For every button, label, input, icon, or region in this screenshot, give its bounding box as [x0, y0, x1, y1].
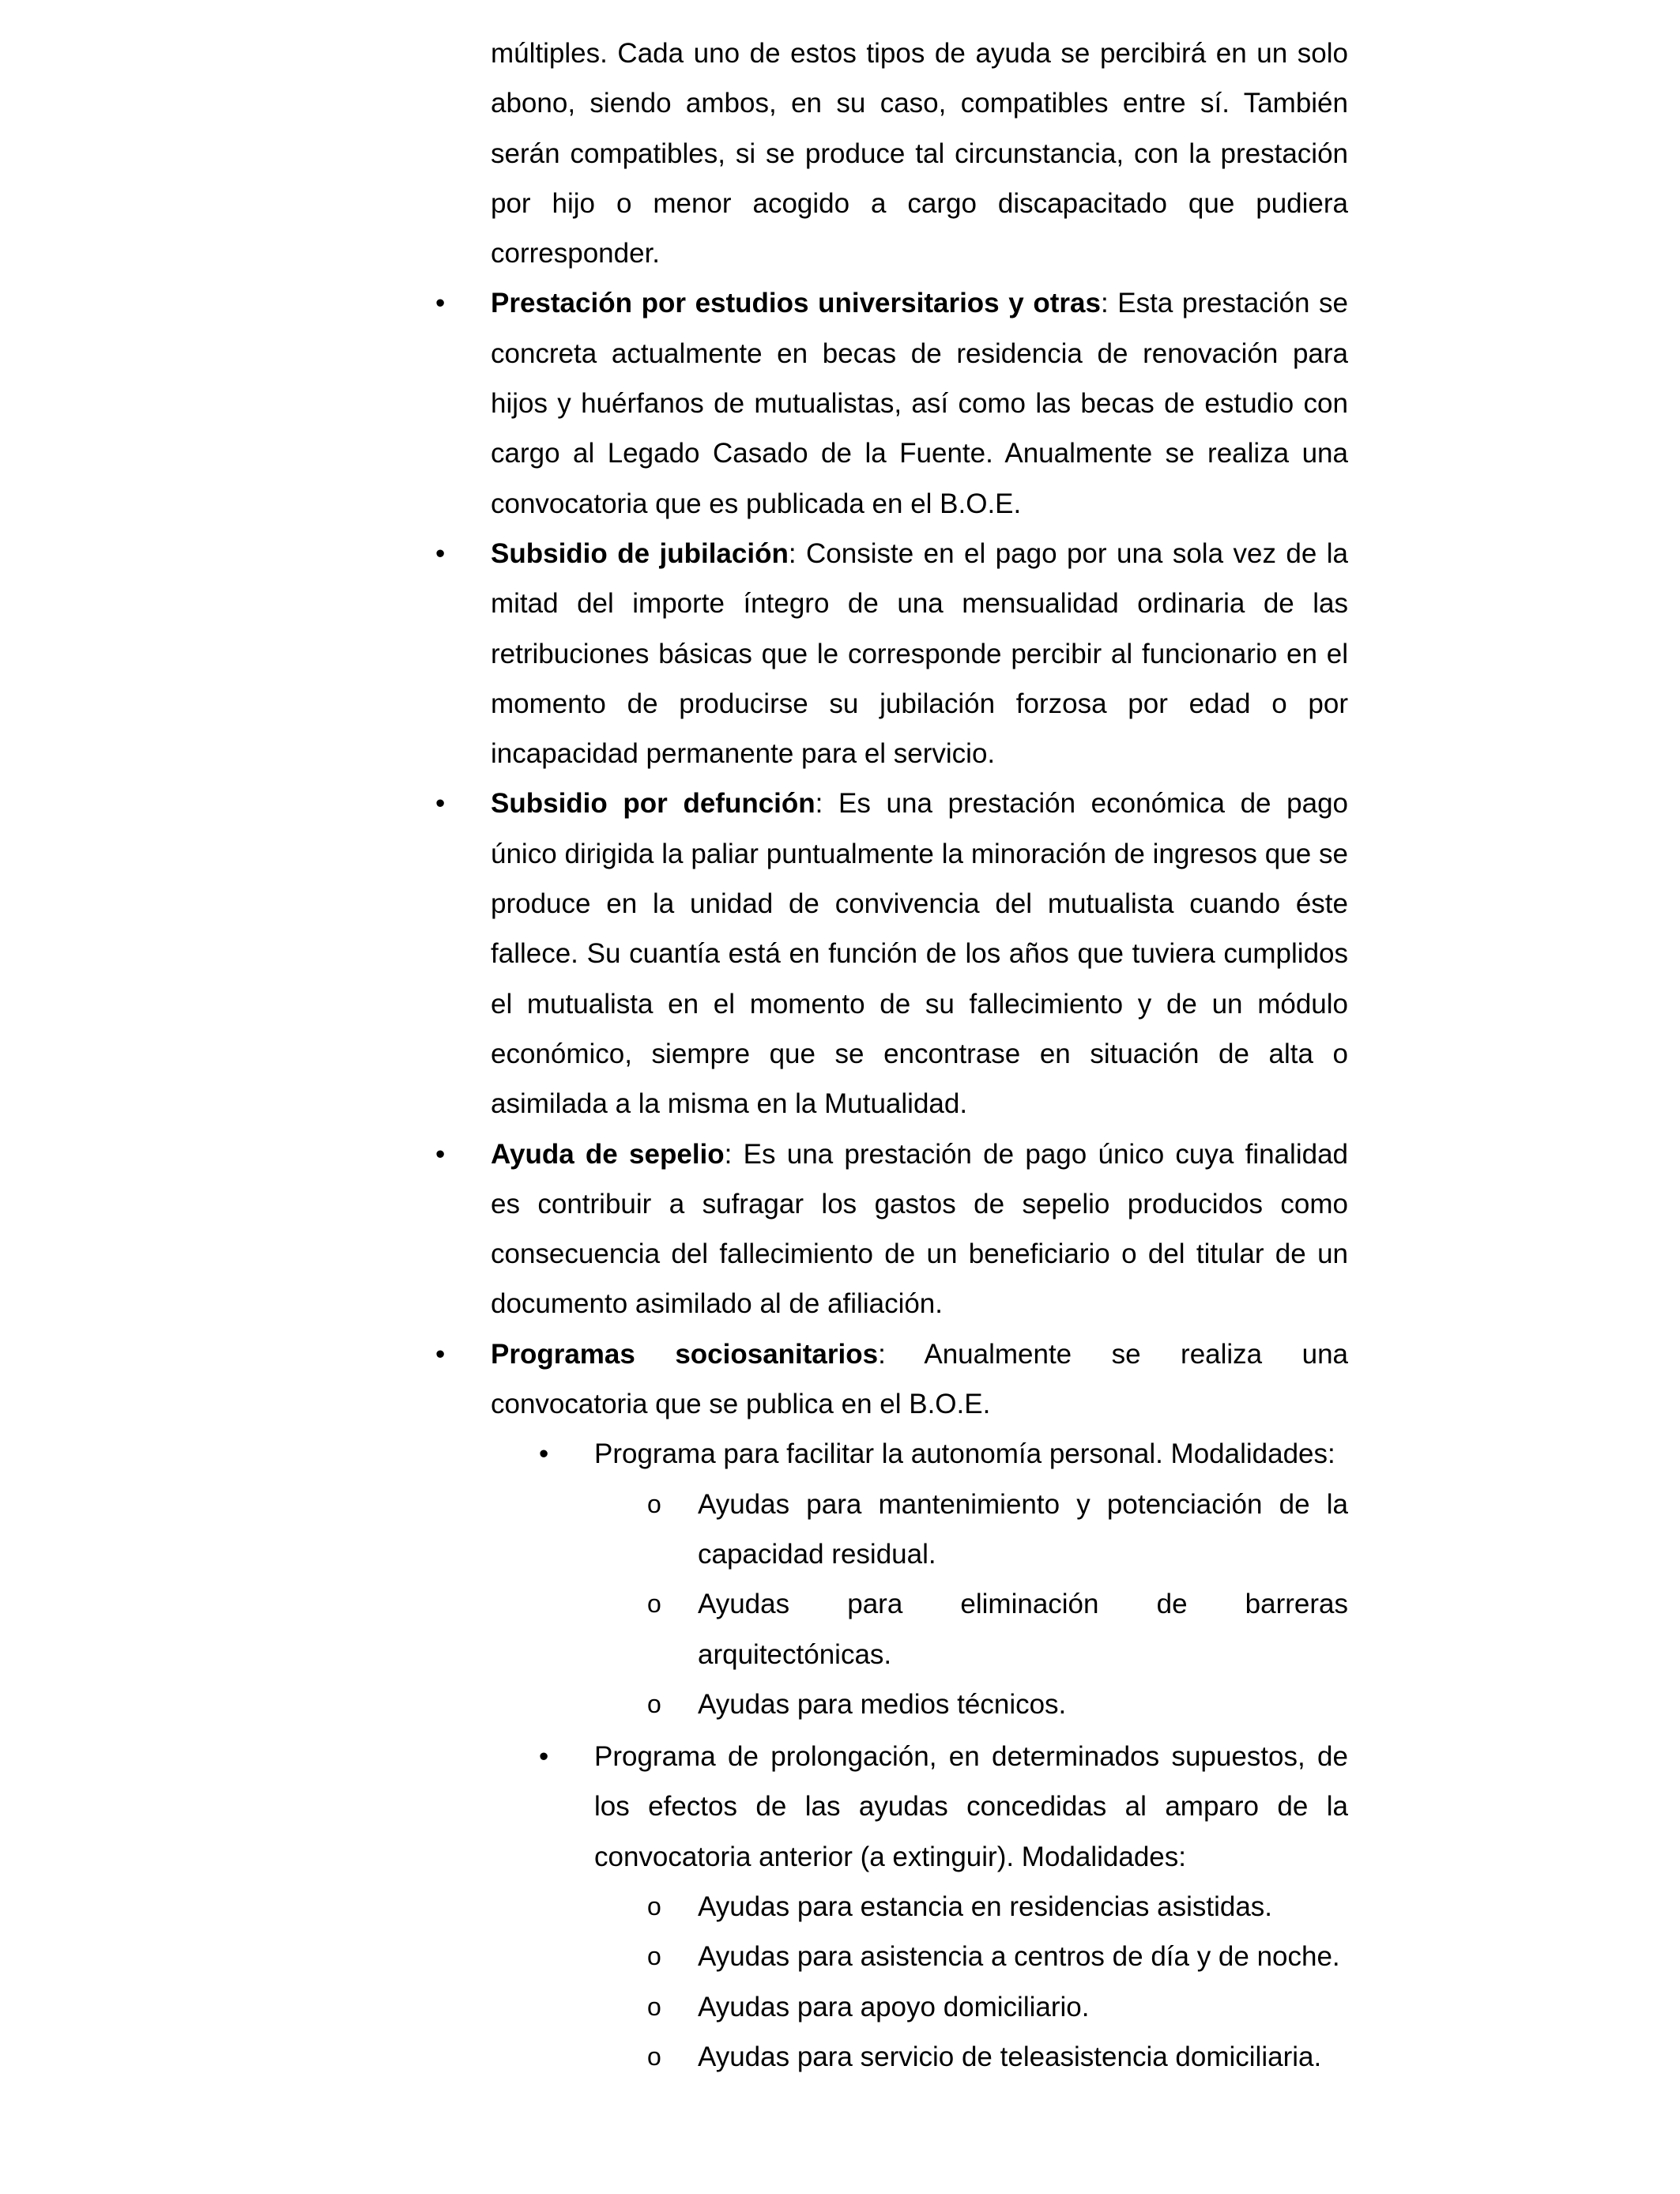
subitem-text: Ayudas para estancia en residencias asistidas. — [698, 1891, 1273, 1922]
subitem-text: Ayudas para servicio de teleasistencia domiciliaria. — [698, 2041, 1322, 2072]
subitem-text: Ayudas para asistencia a centros de día y de noche. — [698, 1941, 1340, 1973]
circle-bullet-icon: o — [647, 1992, 661, 2021]
subitem-text: Ayudas para medios técnicos. — [698, 1688, 1067, 1720]
circle-bullet-icon: o — [647, 1489, 661, 1518]
subitem-text: Ayudas para eliminación de barreras arquitectónicas. — [698, 1589, 1348, 1670]
subitem-barreras — [647, 1579, 1348, 1679]
item-title: Ayuda de sepelio — [491, 1138, 725, 1170]
circle-bullet-icon: o — [647, 1891, 661, 1921]
program-item-prolongacion — [539, 1732, 1348, 1882]
subitem-centros-dia — [647, 1932, 1348, 1981]
bullet-icon: • — [539, 1438, 549, 1470]
item-text: : Consiste en el pago por una sola vez de la mitad del importe íntegro de una mensualidad ordinaria de las retribuciones básicas que le corresponde percibir al funcionario en el momento de producirse su jubilación forzosa por edad o por incapacidad permanente para el servicio. — [491, 537, 1348, 770]
item-title: Subsidio de jubilación — [491, 537, 789, 569]
list-item-sociosanitarios — [435, 1329, 1349, 1430]
item-title: Programas sociosanitarios — [491, 1338, 879, 1370]
bullet-icon: • — [435, 1338, 446, 1370]
item-title: Subsidio por defunción — [491, 788, 816, 820]
subitem-residencias — [647, 1882, 1348, 1932]
item-text: : Esta prestación se concreta actualmente en becas de residencia de renovación para hijos y huérfanos de mutualistas, así como las becas de estudio con cargo al Legado Casado de la Fuente. Anualmente se realiza una convocatoria que es publicada en el B.O.E. — [491, 288, 1348, 519]
list-item-defuncion — [435, 778, 1349, 1129]
item-text: : Es una prestación económica de pago único dirigida la paliar puntualmente la minoración de ingresos que se produce en la unidad de convivencia del mutualista cuando éste fallece. Su cuantía está en función de los años que tuviera cumplidos el mutualista en el momento de su fallecimiento y de un módulo económico, siempre que se encontrase en situación de alta o asimilada a la misma en la Mutualidad. — [491, 788, 1349, 1120]
document-body — [435, 28, 1349, 2082]
subitem-text: Ayudas para apoyo domiciliario. — [698, 1991, 1090, 2022]
list-item-sepelio — [435, 1129, 1349, 1329]
circle-bullet-icon: o — [647, 1689, 661, 1718]
bullet-icon: • — [435, 788, 446, 820]
list-item-estudios — [435, 278, 1348, 528]
bullet-icon: • — [539, 1741, 549, 1773]
item-text: : Anualmente se realiza una convocatoria que se publica en el B.O.E. — [491, 1338, 1349, 1420]
subitem-mantenimiento — [647, 1480, 1348, 1580]
subitem-teleasistencia — [647, 2032, 1348, 2082]
bullet-icon: • — [435, 288, 446, 319]
subitem-medios-tecnicos — [647, 1679, 1348, 1729]
program-text: Programa de prolongación, en determinados supuestos, de los efectos de las ayudas concedidas al amparo de la convocatoria anterior (a extinguir). Modalidades: — [594, 1741, 1348, 1872]
subitem-text: Ayudas para mantenimiento y potenciación de la capacidad residual. — [698, 1488, 1348, 1570]
circle-bullet-icon: o — [647, 1942, 661, 1971]
program-text: Programa para facilitar la autonomía personal. Modalidades: — [594, 1438, 1335, 1470]
subitem-apoyo-domiciliario — [647, 1982, 1348, 2032]
circle-bullet-icon: o — [647, 1589, 661, 1619]
intro-paragraph: múltiples. Cada uno de estos tipos de ayuda se percibirá en un solo abono, siendo ambos, en su caso, compatibles entre sí. También serán compatibles, si se produce tal circunstancia, con la prestación por hijo o menor acogido a cargo discapacitado que pudiera corresponder. — [491, 38, 1348, 270]
circle-bullet-icon: o — [647, 2041, 661, 2071]
program-item-autonomia — [539, 1429, 1348, 1479]
bullet-icon: • — [435, 1138, 446, 1170]
item-text: : Es una prestación de pago único cuya finalidad es contribuir a sufragar los gastos de sepelio producidos como consecuencia del fallecimiento de un beneficiario o del titular de un documento asimilado al de afiliación. — [491, 1138, 1349, 1320]
bullet-icon: • — [435, 537, 446, 569]
item-title: Prestación por estudios universitarios y otras — [491, 288, 1101, 319]
list-item-jubilacion — [435, 529, 1348, 778]
